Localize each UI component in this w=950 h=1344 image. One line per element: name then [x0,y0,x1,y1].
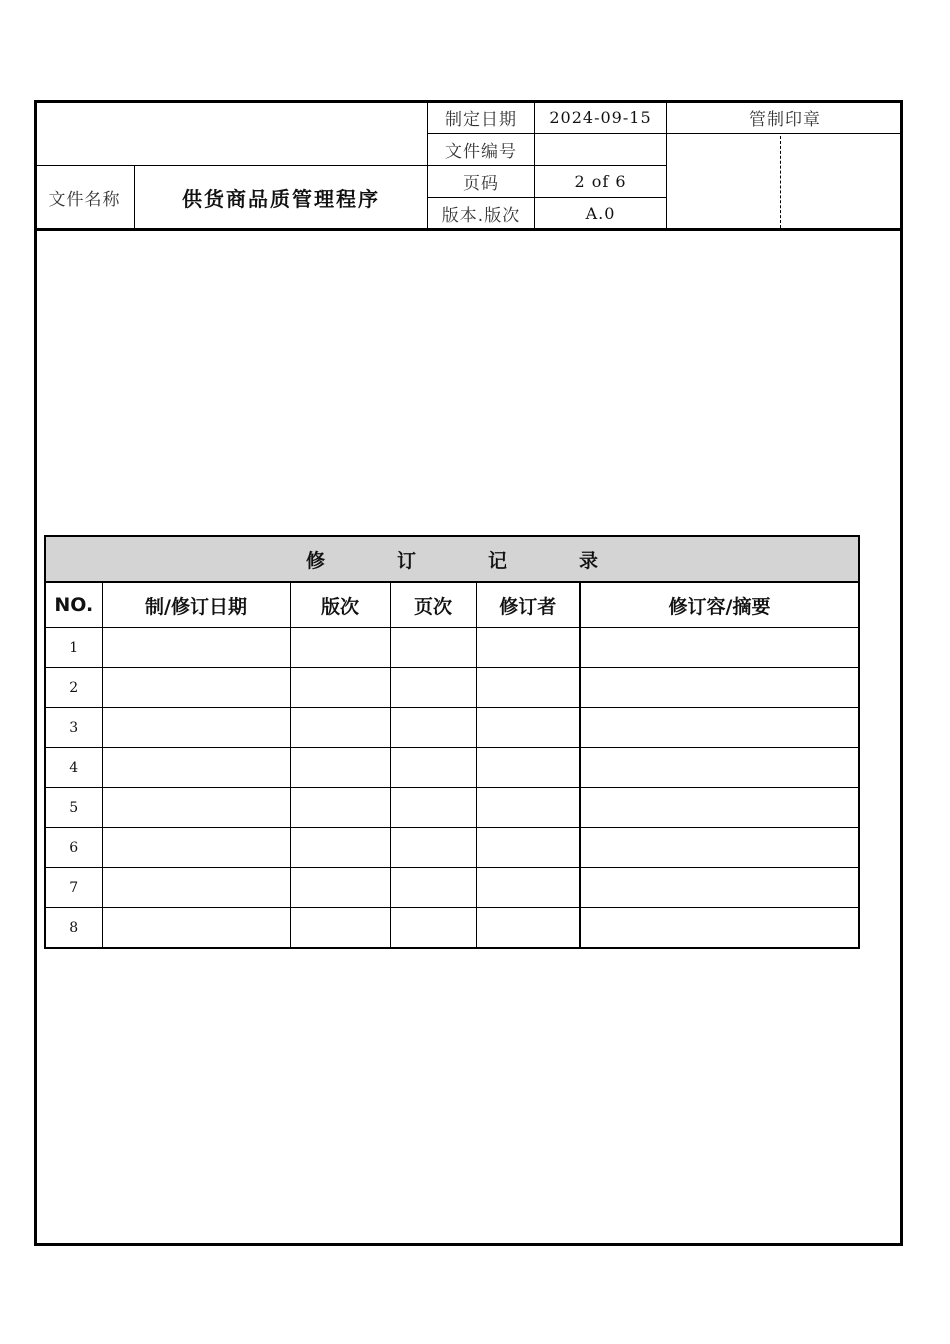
cell-date[interactable] [102,868,290,908]
field-label-docno: 文件编号 [445,142,517,162]
cell-version[interactable] [290,708,390,748]
field-label-page: 页码 [463,174,499,194]
cell-summary[interactable] [580,868,859,908]
cell-reviser[interactable] [476,708,580,748]
cell-reviser[interactable] [476,668,580,708]
col-header-reviser: 修订者 [476,582,580,628]
cell-pages[interactable] [390,668,476,708]
cell-reviser[interactable] [476,908,580,949]
col-header-pages: 页次 [390,582,476,628]
table-row [45,748,859,788]
row-number: 5 [45,788,102,828]
row-number: 4 [45,748,102,788]
cell-pages[interactable] [390,908,476,949]
col-header-date: 制/修订日期 [102,582,290,628]
row-number: 6 [45,828,102,868]
cell-version[interactable] [290,668,390,708]
table-row [45,708,859,748]
field-label-version: 版本.版次 [441,205,521,226]
cell-version[interactable] [290,828,390,868]
table-row [45,788,859,828]
cell-version[interactable] [290,908,390,949]
field-value-page: 2 of 6 [574,172,627,191]
revision-table [44,535,860,949]
cell-date[interactable] [102,748,290,788]
cell-version[interactable] [290,788,390,828]
table-row [45,628,859,668]
revision-table-caption [45,536,859,582]
caption-char: 修 [306,549,326,572]
cell-pages[interactable] [390,748,476,788]
caption-char: 记 [488,549,508,572]
row-number: 7 [45,868,102,908]
cell-date[interactable] [102,908,290,949]
cell-summary[interactable] [580,748,859,788]
cell-reviser[interactable] [476,828,580,868]
cell-date[interactable] [102,788,290,828]
cell-reviser[interactable] [476,748,580,788]
col-header-no: NO. [45,582,102,628]
cell-reviser[interactable] [476,628,580,668]
table-row [45,908,859,949]
col-header-summary: 修订容/摘要 [580,582,859,628]
cell-date[interactable] [102,628,290,668]
field-label-date: 制定日期 [445,110,517,130]
doc-name-label: 文件名称 [48,189,121,210]
row-number: 3 [45,708,102,748]
table-row [45,668,859,708]
cell-reviser[interactable] [476,868,580,908]
table-row [45,828,859,868]
cell-summary[interactable] [580,788,859,828]
cell-summary[interactable] [580,828,859,868]
cell-summary[interactable] [580,628,859,668]
doc-title: 供货商品质管理程序 [182,186,380,211]
caption-char: 订 [397,549,417,572]
cell-summary[interactable] [580,908,859,949]
cell-date[interactable] [102,828,290,868]
field-value-version: A.0 [585,203,616,223]
cell-date[interactable] [102,708,290,748]
cell-pages[interactable] [390,868,476,908]
cell-version[interactable] [290,868,390,908]
cell-summary[interactable] [580,708,859,748]
cell-pages[interactable] [390,708,476,748]
cell-summary[interactable] [580,668,859,708]
col-header-version: 版次 [290,582,390,628]
row-number: 2 [45,668,102,708]
field-value-date: 2024-09-15 [549,108,652,127]
field-value-docno [535,134,666,165]
row-number: 8 [45,908,102,949]
cell-reviser[interactable] [476,788,580,828]
caption-char: 录 [579,549,599,572]
cell-pages[interactable] [390,828,476,868]
row-number: 1 [45,628,102,668]
seal-label: 管制印章 [749,110,821,130]
cell-version[interactable] [290,748,390,788]
cell-date[interactable] [102,668,290,708]
cell-version[interactable] [290,628,390,668]
cell-pages[interactable] [390,788,476,828]
cell-pages[interactable] [390,628,476,668]
revision-table-header-row [45,582,859,628]
table-row [45,868,859,908]
